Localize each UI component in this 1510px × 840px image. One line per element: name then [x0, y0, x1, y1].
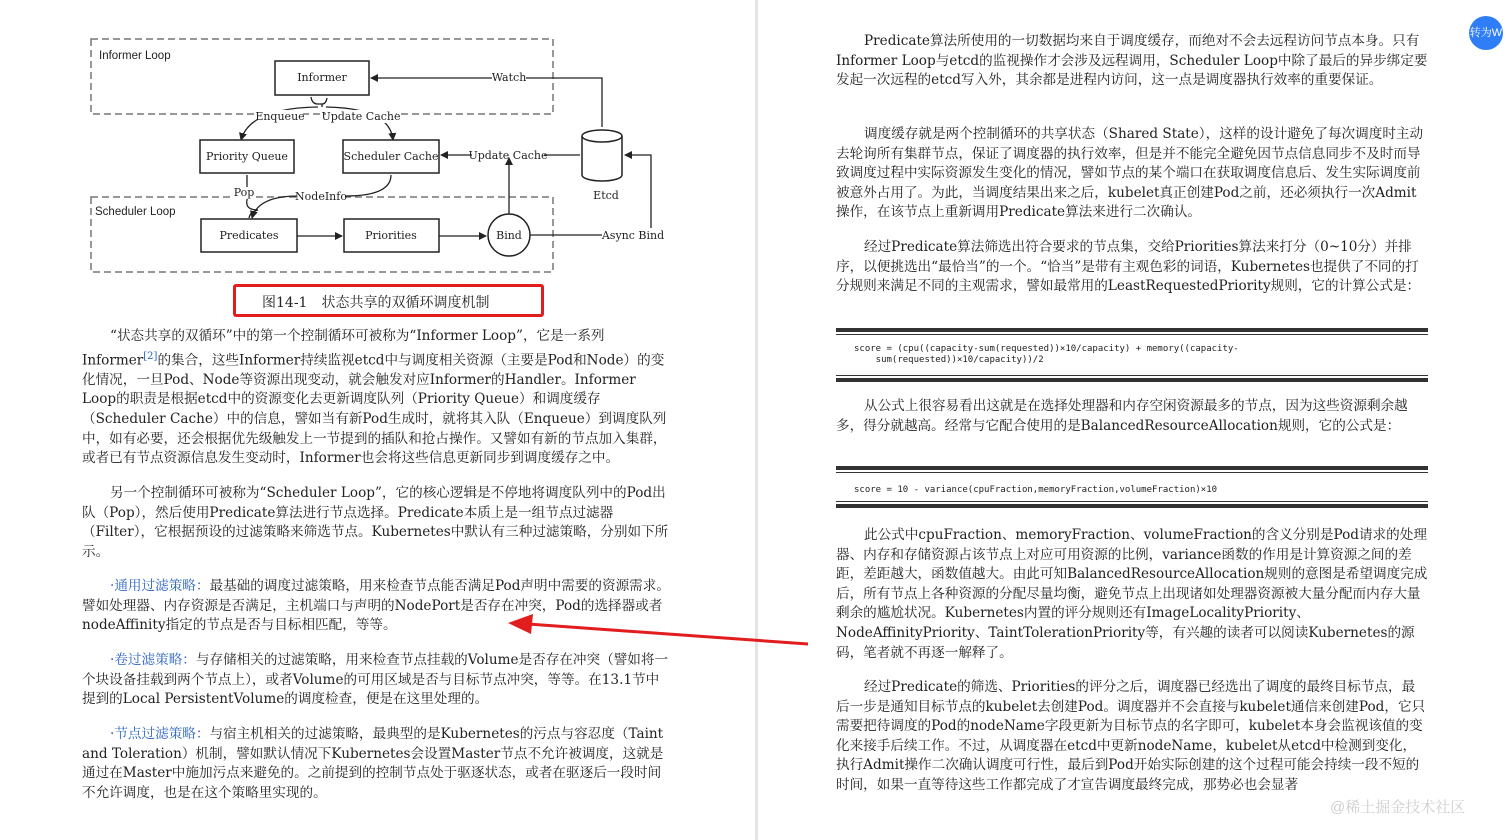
watermark: @稀土掘金技术社区: [1330, 799, 1466, 816]
async-bind-label: Async Bind: [601, 229, 665, 242]
right-paragraph-2: 调度缓存就是两个控制循环的共享状态（Shared State），这样的设计避免了每次调度时主动去轮询所有集群节点，保证了调度器的执行效率，但是并不能完全避免因节点信息同步不及时而导致调度过程中实际资源发生变化的情况，譬如节点的某个端口在获取调度信息后、发生实际调度前被意外占用了。为此，当调度结果出来之后，kubelet真正创建Pod之前，还必须执行一次Admit操作，在该节点上重新调用Predicate算法来进行二次确认。: [836, 126, 1424, 221]
predicates-label: Predicates: [219, 229, 279, 242]
bullet-volume-filter-label: ·卷过滤策略：: [110, 652, 196, 668]
pop-label: Pop: [233, 186, 255, 199]
right-page: [758, 0, 1510, 840]
figure-caption: 图14-1 状态共享的双循环调度机制: [262, 295, 490, 311]
nodeinfo-label: NodeInfo: [295, 190, 347, 203]
bullet-node-filter-label: ·节点过滤策略：: [110, 726, 210, 742]
right-paragraph-4: 从公式上很容易看出这就是在选择处理器和内存空闲资源最多的节点，因为这些资源剩余越多，得分就越高。经常与它配合使用的是BalancedResourceAllocation规则，它的公式是：: [836, 398, 1408, 434]
bullet-general-filter: ·通用过滤策略：最基础的调度过滤策略，用来检查节点能否满足Pod声明中需要的资源需求。譬如处理器、内存资源是否满足，主机端口与声明的NodePort是否存在冲突，Pod的选择器或者nodeAffinity指定的节点是否与目标相匹配，等等。: [82, 578, 670, 634]
right-paragraph-3: 经过Predicate算法筛选出符合要求的节点集，交给Priorities算法来打分（0~10分）并排序，以便挑选出“最恰当”的一个。“恰当”是带有主观色彩的词语，Kubernetes也提供了不同的打分规则来满足不同的主观需求，譬如最常用的LeastRequestedPriority规则，它的计算公式是：: [836, 239, 1421, 295]
code-block-1-line-1: score = (cpu((capacity-sum(requested))×10/capacity) + memory((capacity-: [854, 344, 1239, 354]
bind-label: Bind: [496, 229, 522, 242]
code-block-2-line-1: score = 10 - variance(cpuFraction,memoryFraction,volumeFraction)×10: [854, 485, 1218, 495]
watch-arrow: [371, 78, 602, 127]
right-paragraph-5: 此公式中cpuFraction、memoryFraction、volumeFraction的含义分别是Pod请求的处理器、内存和存储资源占该节点上对应可用资源的比例，variance函数的作用是计算资源之间的差距，差距越大，函数值越大。由此可知BalancedResourceAllocation规则的意图是希望调度完成后，所有节点上各种资源的分配尽量均衡，避免节点上出现诸如处理器资源被大量分配而内存大量剩余的尴尬状况。Kubernetes内置的评分规则还有ImageLocalityPriority、NodeAffinityPriority、TaintTolerationPriority等，有兴趣的读者可以阅读Kubernetes的源码，笔者就不再逐一解释了。: [836, 527, 1428, 661]
update-cache-label-2: Update Cache: [468, 149, 548, 162]
informer-node-label: Informer: [297, 71, 347, 84]
code-block-1-line-2: sum(requested))×10/capacity))/2: [854, 355, 1044, 365]
scheduler-cache-label: Scheduler Cache: [343, 150, 439, 163]
informer-brace: [311, 97, 327, 107]
bullet-node-filter: ·节点过滤策略：与宿主机相关的过滤策略，最典型的是Kubernetes的污点与容忍度（Taint and Toleration）机制，譬如默认情况下Kubernetes会设置Master节点不允许被调度，这就是通过在Master中施加污点来避免的。之前提到的控制节点处于驱逐状态，或者在驱逐后一段时间不允许调度，也是在这个策略里实现的。: [82, 726, 664, 801]
enqueue-label: Enqueue: [255, 110, 305, 123]
code-block-1: [836, 328, 1428, 382]
pop-curve: [252, 196, 298, 218]
scheduler-loop-label: Scheduler Loop: [95, 206, 176, 218]
watch-label: Watch: [491, 71, 527, 84]
translate-badge[interactable]: 转为W: [1469, 16, 1503, 50]
priorities-label: Priorities: [365, 229, 417, 242]
footnote-ref[interactable]: [2]: [143, 350, 158, 362]
etcd-cylinder: [582, 130, 622, 181]
left-paragraph-2: 另一个控制循环可被称为“Scheduler Loop”，它的核心逻辑是不停地将调度队列中的Pod出队（Pop），然后使用Predicate算法进行节点选择。Predicate本质上是一组节点过滤器（Filter），它根据预设的过滤策略来筛选节点。Kubernetes中默认有三种过滤策略，分别如下所示。: [82, 485, 669, 560]
update-cache-label-1: Update Cache: [321, 110, 401, 123]
scheduler-diagram: [0, 0, 755, 290]
code-block-2: [836, 466, 1428, 508]
bullet-volume-filter: ·卷过滤策略：与存储相关的过滤策略，用来检查节点挂载的Volume是否存在冲突（譬如将一个块设备挂载到两个节点上），或者Volume的可用区域是否与目标节点冲突，等等。在13.1节中提到的Local PersistentVolume的调度检查，便是在这里处理的。: [82, 652, 669, 708]
bullet-general-filter-label: ·通用过滤策略：: [110, 578, 210, 594]
etcd-label: Etcd: [593, 189, 619, 202]
informer-loop-label: Informer Loop: [99, 50, 171, 62]
right-paragraph-6: 经过Predicate的筛选、Priorities的评分之后，调度器已经选出了调度的最终目标节点，最后一步是通知目标节点的kubelet去创建Pod。调度器并不会直接与kubelet通信来创建Pod，它只需要把待调度的Pod的nodeName字段更新为目标节点的名字即可，kubelet本身会监视该值的变化来接手后续工作。不过，从调度器在etcd中更新nodeName，kubelet从etcd中检测到变化，执行Admit操作二次确认调度可行性，最后到Pod开始实际创建的这个过程可能会持续一段不短的时间，如果一直等待这些工作都完成了才宣告调度最终完成，那势必也会显著: [836, 679, 1426, 793]
left-paragraph-1: “状态共享的双循环”中的第一个控制循环可被称为“Informer Loop”，它是一系列Informer[2]的集合，这些Informer持续监视etcd中与调度相关资源（主要是Pod和Node）的变化情况，一旦Pod、Node等资源出现变动，就会触发对应Informer的Handler。Informer Loop的职责是根据etcd中的资源变化去更新调度队列（Priority Queue）和调度缓存（Scheduler Cache）中的信息，譬如当有新Pod生成时，就将其入队（Enqueue）到调度队列中，如有必要，还会根据优先级触发上一节提到的插队和抢占操作。又譬如有新的节点加入集群，或者已有节点资源信息发生变动时，Informer也会将这些信息更新同步到调度缓存之中。: [82, 328, 667, 467]
right-paragraph-1: Predicate算法所使用的一切数据均来自于调度缓存，而绝对不会去远程访问节点本身。只有Informer Loop与etcd的监视操作才会涉及远程调用，Scheduler Loop中除了最后的异步绑定要发起一次远程的etcd写入外，其余都是进程内访问，这一点是调度器执行效率的重要保证。: [836, 33, 1428, 89]
priority-queue-label: Priority Queue: [206, 150, 288, 163]
